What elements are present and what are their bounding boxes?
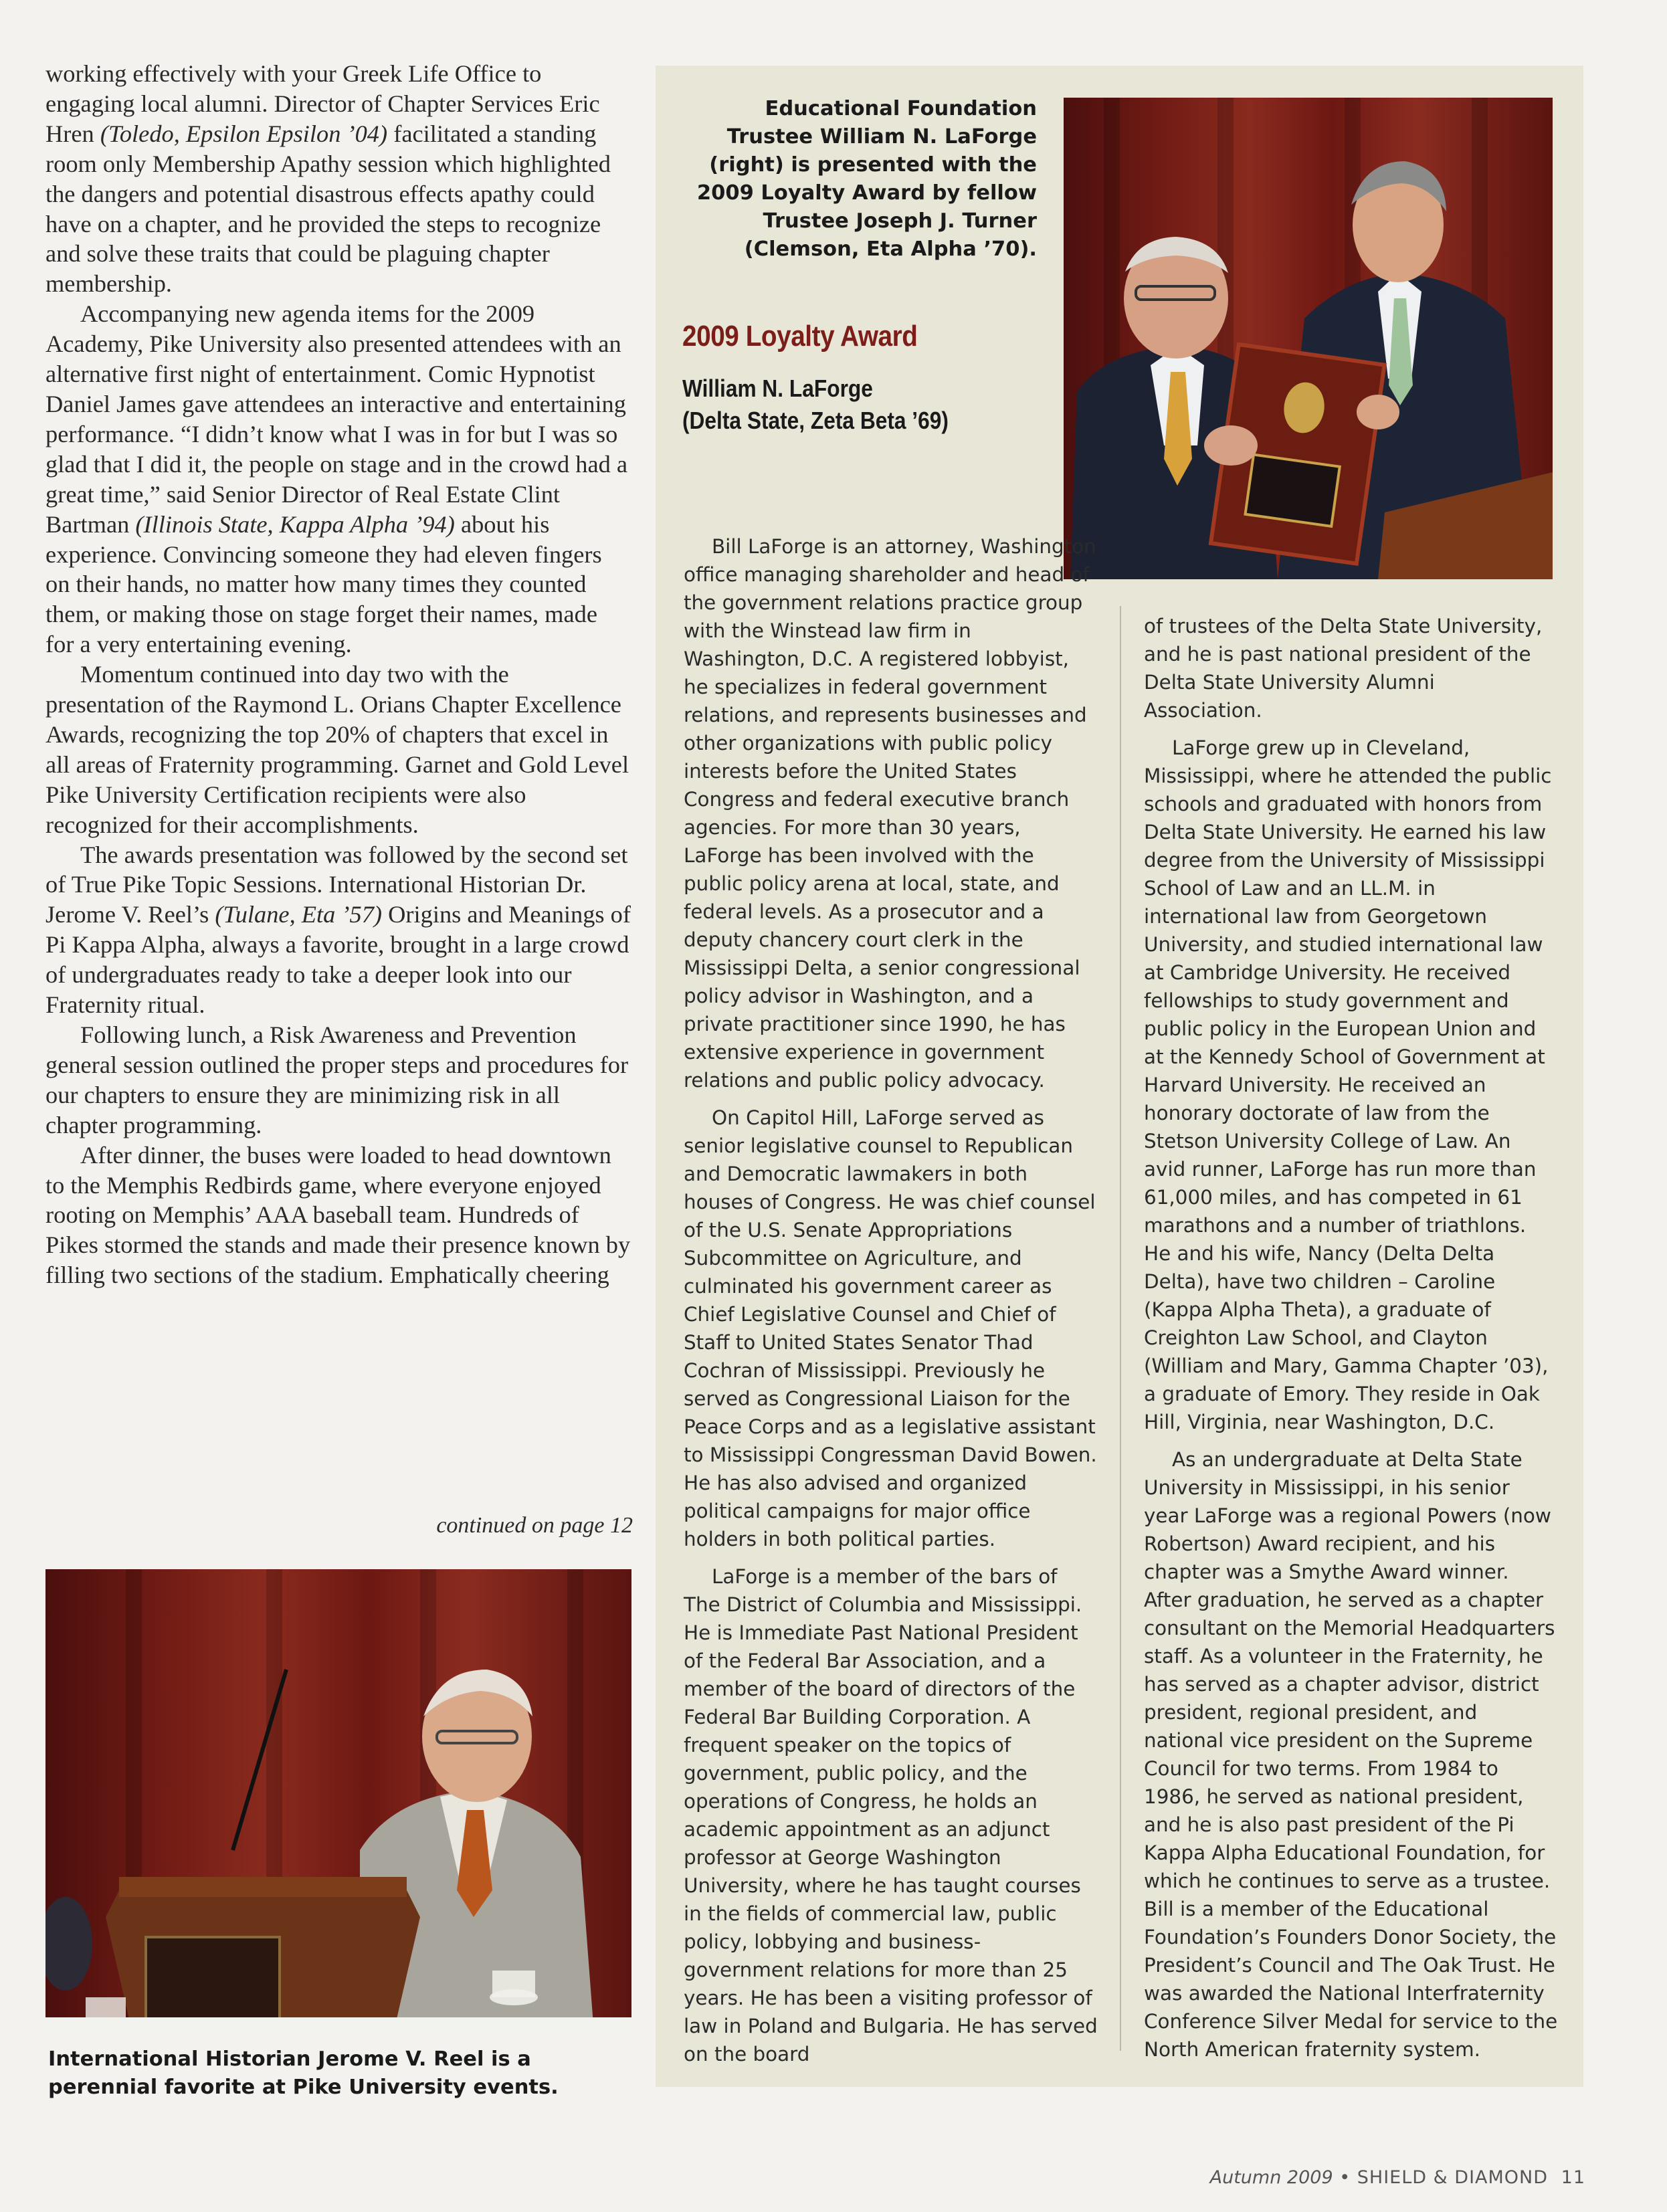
- paragraph-text: Following lunch, a Risk Awareness and Prevention general session outlined the proper steps and procedures for our chapters to ensure they are minimizing risk in all chapter programming.: [45, 1021, 629, 1138]
- paragraph-text: After dinner, the buses were loaded to head downtown to the Memphis Redbirds game, where everyone enjoyed rooting on Memphis’ AAA baseball team. Hundreds of Pikes stormed the stands and made their presence known by filling two sections of the stadium. Emphatically cheering: [45, 1141, 631, 1289]
- presenters-figure: [1064, 98, 1553, 579]
- left-article-paragraph: [45, 660, 631, 839]
- footer-season: Autumn 2009: [1209, 2167, 1333, 2188]
- paragraph-text: Momentum continued into day two with the presentation of the Raymond L. Orians Chapter Excellence Awards, recognizing the top 20% of chapters that excel in all areas of Fraternity programming. Garnet and Gold Level Pike University Certification recipients were also recognized for their accomplishments.: [45, 661, 629, 838]
- left-article-paragraph: [45, 1140, 631, 1291]
- left-article-column: [45, 59, 631, 1290]
- sidebar-paragraph: LaForge grew up in Cleveland, Mississippi, where he attended the public schools and graduated with honors from Delta State University. He earned his law degree from the University of Mississippi School of Law and an LL.M. in international law from Georgetown University, and studied international law at Cambridge University. He received fellowships to study government and public policy in the European Union and at the Kennedy School of Government at Harvard University. He received an honorary doctorate of law from the Stetson University College of Law. An avid runner, LaForge has run more than 61,000 miles, and has competed in 61 marathons and a number of triathlons. He and his wife, Nancy (Delta Delta Delta), have two children – Caroline (Kappa Alpha Theta), a graduate of Creighton Law School, and Clayton (William and Mary, Gamma Chapter ’03), a graduate of Emory. They reside in Oak Hill, Virginia, near Washington, D.C.: [1144, 736, 1552, 1433]
- footer-page-number: 11: [1561, 2167, 1585, 2188]
- left-article-paragraph: [45, 299, 631, 660]
- award-photo-caption: Educational Foundation Trustee William N. LaForge (right) is presented with the 2009 Loyalty Award by fellow Trustee Joseph J. Turner (Clemson, Eta Alpha ’70).: [696, 97, 1037, 261]
- left-article-paragraph: [45, 840, 631, 1020]
- award-title: 2009 Loyalty Award: [682, 320, 918, 353]
- honoree-name: William N. LaForge: [682, 375, 873, 402]
- speaker-figure: [45, 1569, 631, 2033]
- sidebar-paragraph: As an undergraduate at Delta State University in Mississippi, in his senior year LaForge was a regional Powers (now Robertson) Award recipient, and his chapter was a Smythe Award winner. After graduation, he served as a chapter consultant on the Memorial Headquarters staff. As a volunteer in the Fraternity, he has served as a chapter advisor, district president, regional president, and national vice president on the Supreme Council for two terms. From 1984 to 1986, he served as national president, and he is also past president of the Pi Kappa Alpha Educational Foundation, for which he continues to serve as a trustee. Bill is a member of the Educational Foundation’s Founders Donor Society, the President’s Council and The Oak Trust. He was awarded the National Interfraternity Conference Silver Medal for service to the North American fraternity system.: [1144, 1448, 1558, 2061]
- affiliation-italic: (Tulane, Eta ’57): [215, 901, 383, 928]
- paragraph-text: working effectively with your Greek Life Office to engaging local alumni. Director of Chapter Services Eric Hren: [45, 60, 600, 147]
- sidebar-column-one: [684, 532, 1098, 2078]
- footer-publication: SHIELD & DIAMOND: [1357, 2167, 1549, 2188]
- paragraph-text: about his experience. Convincing someone they had eleven fingers on their hands, no matter how many times they counted them, or making those on stage forget their names, made for a very entertaining evening.: [45, 510, 602, 658]
- paragraph-text: Accompanying new agenda items for the 2009 Academy, Pike University also presented attendees with an alternative first night of entertainment. Comic Hypnotist Daniel James gave attendees an interactive and entertaining performance. “I didn’t know what I was in for but I was so glad that I did it, the people on stage and in the crowd had a great time,” said Senior Director of Real Estate Clint Bartman: [45, 300, 628, 538]
- footer-separator: •: [1339, 2167, 1351, 2188]
- paragraph-text: The awards presentation was followed by the second set of True Pike Topic Sessions. International Historian Dr. Jerome V. Reel’s: [45, 841, 628, 928]
- affiliation-italic: (Toledo, Epsilon Epsilon ’04): [100, 120, 388, 147]
- paragraph-text: Origins and Meanings of Pi Kappa Alpha, always a favorite, brought in a large crowd of undergraduates ready to take a deeper look into our Fraternity ritual.: [45, 901, 631, 1019]
- sidebar-column-divider: [1120, 606, 1121, 2051]
- left-article-paragraph: [45, 1020, 631, 1140]
- sidebar-paragraph: On Capitol Hill, LaForge served as senior legislative counsel to Republican and Democratic lawmakers in both houses of Congress. He was chief counsel of the U.S. Senate Appropriations Subcommittee on Agriculture, and culminated his government career as Chief Legislative Counsel and Chief of Staff to United States Senator Thad Cochran of Mississippi. Previously he served as Congressional Liaison for the Peace Corps and as a legislative assistant to Mississippi Congressman David Bowen. He has also advised and organized political campaigns for major office holders in both political parties.: [684, 1106, 1097, 1550]
- sidebar-paragraph: of trustees of the Delta State University, and he is past national president of the Delta State University Alumni Association.: [1144, 615, 1543, 722]
- sidebar-paragraph: Bill LaForge is an attorney, Washington office managing shareholder and head of the government relations practice group with the Winstead law firm in Washington, D.C. A registered lobbyist, he specializes in federal government relations, and represents businesses and other organizations with public policy interests before the United States Congress and federal executive branch agencies. For more than 30 years, LaForge has been involved with the public policy arena at local, state, and federal levels. As a prosecutor and a deputy chancery court clerk in the Mississippi Delta, a senior congressional policy advisor in Washington, and a private practitioner since 1990, he has extensive experience in government relations and public policy advocacy.: [684, 535, 1096, 1092]
- loyalty-award-presentation-photo: [1064, 98, 1553, 579]
- left-photo-caption: International Historian Jerome V. Reel is a perennial favorite at Pike University events.: [48, 2047, 559, 2099]
- page-footer: [1210, 2167, 1585, 2188]
- honoree-affiliation: (Delta State, Zeta Beta ’69): [682, 407, 949, 434]
- sidebar-paragraph: LaForge is a member of the bars of The District of Columbia and Mississippi. He is Immediate Past National President of the Federal Bar Association, and a member of the board of directors of the Federal Bar Building Corporation. A frequent speaker on the topics of government, public policy, and the operations of Congress, he holds an academic appointment as an adjunct professor at George Washington University, where he has taught courses in the fields of commercial law, public policy, lobbying and business-government relations for more than 25 years. He has been a visiting professor of law in Poland and Bulgaria. He has served on the board: [684, 1565, 1098, 2066]
- jerome-reel-podium-photo: [45, 1569, 631, 2033]
- left-article-paragraph: [45, 59, 631, 299]
- affiliation-italic: (Illinois State, Kappa Alpha ’94): [135, 510, 455, 538]
- continued-on-page-note: continued on page 12: [436, 1513, 633, 1538]
- sidebar-column-two: [1144, 612, 1559, 2073]
- paragraph-text: facilitated a standing room only Membership Apathy session which highlighted the dangers and potential disastrous effects apathy could have on a chapter, and he provided the steps to recognize and solve these traits that could be plaguing chapter membership.: [45, 120, 611, 298]
